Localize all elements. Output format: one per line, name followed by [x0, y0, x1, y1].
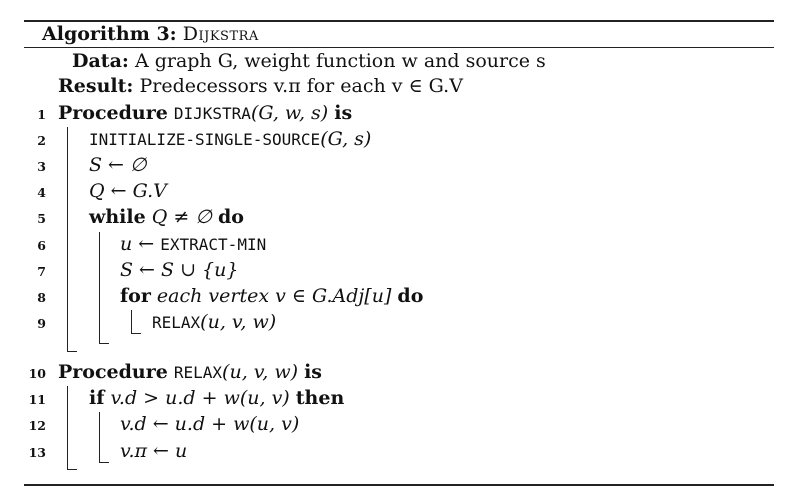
line-number: 6: [37, 238, 46, 253]
code-line-12: v.d ← u.d + w(u, v): [120, 413, 300, 435]
data-label: Data:: [72, 50, 129, 72]
line-number: 11: [28, 392, 46, 407]
procedure-name: RELAX: [173, 363, 223, 382]
arguments: (u, v, w): [222, 361, 299, 383]
code-line-4: Q ← G.V: [89, 180, 167, 202]
block-bar: [67, 386, 68, 470]
procedure-name: INITIALIZE-SINGLE-SOURCE: [89, 130, 321, 149]
result-line: [58, 74, 463, 98]
line-number: 1: [37, 107, 46, 122]
keyword: while: [89, 206, 146, 228]
code-line-6: [120, 232, 266, 256]
block-bar: [99, 412, 100, 463]
procedure-name: RELAX: [152, 313, 201, 332]
block-bar: [99, 232, 100, 344]
keyword: for: [120, 285, 151, 307]
keyword: if: [89, 387, 105, 409]
assignment: u ←: [120, 233, 155, 255]
code-line-5: [89, 205, 244, 229]
arguments: (u, v, w): [200, 311, 277, 333]
algorithm-title: [42, 23, 259, 45]
condition: v ∈ G.Adj[u]: [275, 285, 392, 307]
data-text: A graph G, weight function w and source s: [134, 50, 546, 72]
code-line-13: v.π ← u: [120, 440, 188, 462]
keyword: is: [304, 361, 322, 383]
loop-text: each vertex: [156, 285, 270, 307]
title-rule: [24, 47, 774, 48]
line-number: 8: [37, 290, 46, 305]
condition: v.d > u.d + w(u, v): [110, 387, 290, 409]
top-rule: [24, 20, 774, 22]
keyword: do: [217, 206, 244, 228]
code-line-9: [152, 310, 276, 334]
code-line-11: [89, 386, 344, 410]
arguments: (G, s): [320, 128, 372, 150]
result-text: Predecessors v.π for each v ∈ G.V: [139, 75, 463, 97]
block-foot: [67, 351, 77, 352]
line-number: 12: [28, 418, 46, 433]
line-number: 4: [37, 185, 46, 200]
line-number: 7: [37, 264, 46, 279]
bottom-rule: [24, 484, 774, 486]
algorithm-name: Dijkstra: [182, 23, 259, 45]
code-line-2: [89, 127, 371, 151]
procedure-name: DIJKSTRA: [173, 104, 251, 123]
keyword: is: [334, 102, 353, 124]
block-bar: [67, 127, 68, 352]
condition: Q ≠ ∅: [151, 206, 212, 228]
procedure-name: EXTRACT-MIN: [160, 235, 267, 254]
data-line: [72, 49, 546, 73]
line-number: 5: [37, 211, 46, 226]
arguments: (G, w, s): [250, 102, 329, 124]
code-line-7: S ← S ∪ {u}: [120, 259, 239, 281]
block-foot: [99, 462, 109, 463]
block-foot: [99, 343, 109, 344]
keyword: do: [397, 285, 424, 307]
block-foot: [131, 333, 141, 334]
code-line-10: [58, 360, 322, 384]
result-label: Result:: [58, 75, 134, 97]
algorithm-label: Algorithm 3:: [42, 23, 177, 45]
line-number: 9: [37, 316, 46, 331]
keyword: Procedure: [58, 102, 168, 124]
block-foot: [67, 469, 77, 470]
block-bar: [131, 310, 132, 334]
keyword: Procedure: [58, 361, 168, 383]
line-number: 13: [28, 445, 46, 460]
keyword: then: [295, 387, 345, 409]
line-number: 10: [28, 366, 46, 381]
code-line-3: S ← ∅: [89, 154, 147, 176]
code-line-1: [58, 101, 352, 125]
code-line-8: [120, 284, 423, 308]
line-number: 2: [37, 133, 46, 148]
line-number: 3: [37, 159, 46, 174]
